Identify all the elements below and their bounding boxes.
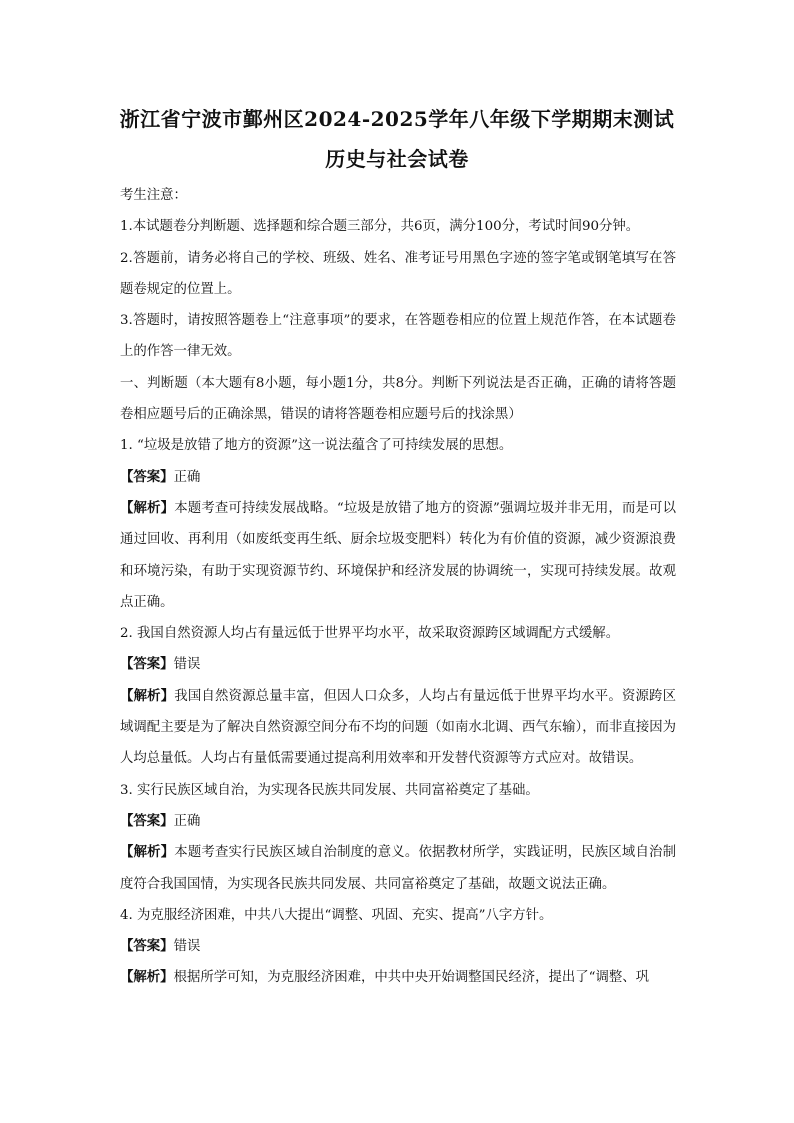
page-title: 浙江省宁波市鄞州区2024-2025学年八年级下学期期末测试 [119,107,675,131]
page-subtitle: 历史与社会试卷 [325,147,469,171]
question-stem: 1. “垃圾是放错了地方的资源”这一说法蕴含了可持续发展的思想。 [120,438,513,454]
analysis-paragraph [120,493,676,618]
answer-line [120,649,676,680]
analysis-text: 我国自然资源总量丰富，但因人口众多，人均占有量远低于世界平均水平。资源跨区域调配主要是为了解决自然资源空间分布不均的问题（如南水北调、西气东输），而非直接因为人均总量低。人均占有量低需要通过提高利用效率和开发替代资源等方式应对。故错误。 [120,688,677,767]
answer-line [120,806,676,837]
analysis-label: 【解析】 [120,969,174,986]
answer-label: 【答案】 [120,656,174,673]
question-stem: 2. 我国自然资源人均占有量远低于世界平均水平，故采取资源跨区域调配方式缓解。 [120,626,620,642]
analysis-text: 本题考查实行民族区域自治制度的意义。依据教材所学，实践证明，民族区域自治制度符合我国国情，为实现各民族共同发展、共同富裕奠定了基础，故题文说法正确。 [120,845,677,892]
answer-label: 【答案】 [120,468,174,485]
section-title: 一、判断题（本大题有8小题，每小题1分，共8分。判断下列说法是否正确，正确的请将答题卷相应题号后的正确涂黑，错误的请将答题卷相应题号后的找涂黑） [120,375,676,423]
analysis-paragraph [120,681,676,775]
answer-line [120,931,676,962]
answer-label: 【答案】 [120,812,174,829]
analysis-paragraph [120,962,676,993]
document-body [120,180,676,994]
answer-value: 正确 [173,469,201,485]
notice-item: 3.答题时，请按照答题卷上“注意事项”的要求，在答题卷相应的位置上规范作答，在本试题卷上的作答一律无效。 [120,313,676,360]
notice-header: 考生注意： [120,188,187,203]
question-stem: 4. 为克服经济困难，中共八大提出“调整、巩固、充实、提高”八字方针。 [120,907,553,923]
question-stem: 3. 实行民族区域自治，为实现各民族共同发展、共同富裕奠定了基础。 [120,782,539,798]
analysis-label: 【解析】 [120,687,175,704]
analysis-text: 根据所学可知，为克服经济困难，中共中央开始调整国民经济，提出了“调整、巩 [173,970,650,986]
answer-value: 正确 [173,813,201,829]
answer-label: 【答案】 [120,938,174,955]
answer-value: 错误 [173,657,201,673]
notice-item: 2.答题前，请务必将自己的学校、班级、姓名、准考证号用黑色字迹的签字笔或钢笔填写在答题卷规定的位置上。 [120,250,676,297]
answer-line [120,462,676,493]
notice-item: 1.本试题卷分判断题、选择题和综合题三部分，共6页，满分100分，考试时间90分钟。 [120,219,640,235]
analysis-paragraph [120,837,676,900]
analysis-text: 本题考查可持续发展战略。“垃圾是放错了地方的资源”强调垃圾并非无用，而是可以通过回收、再利用（如废纸变再生纸、厨余垃圾变肥料）转化为有价值的资源，减少资源浪费和环境污染，有助于实现资源节约、环境保护和经济发展的协调统一，实现可持续发展。故观点正确。 [120,500,676,610]
analysis-label: 【解析】 [120,499,175,516]
answer-value: 错误 [173,939,201,955]
analysis-label: 【解析】 [120,844,175,861]
